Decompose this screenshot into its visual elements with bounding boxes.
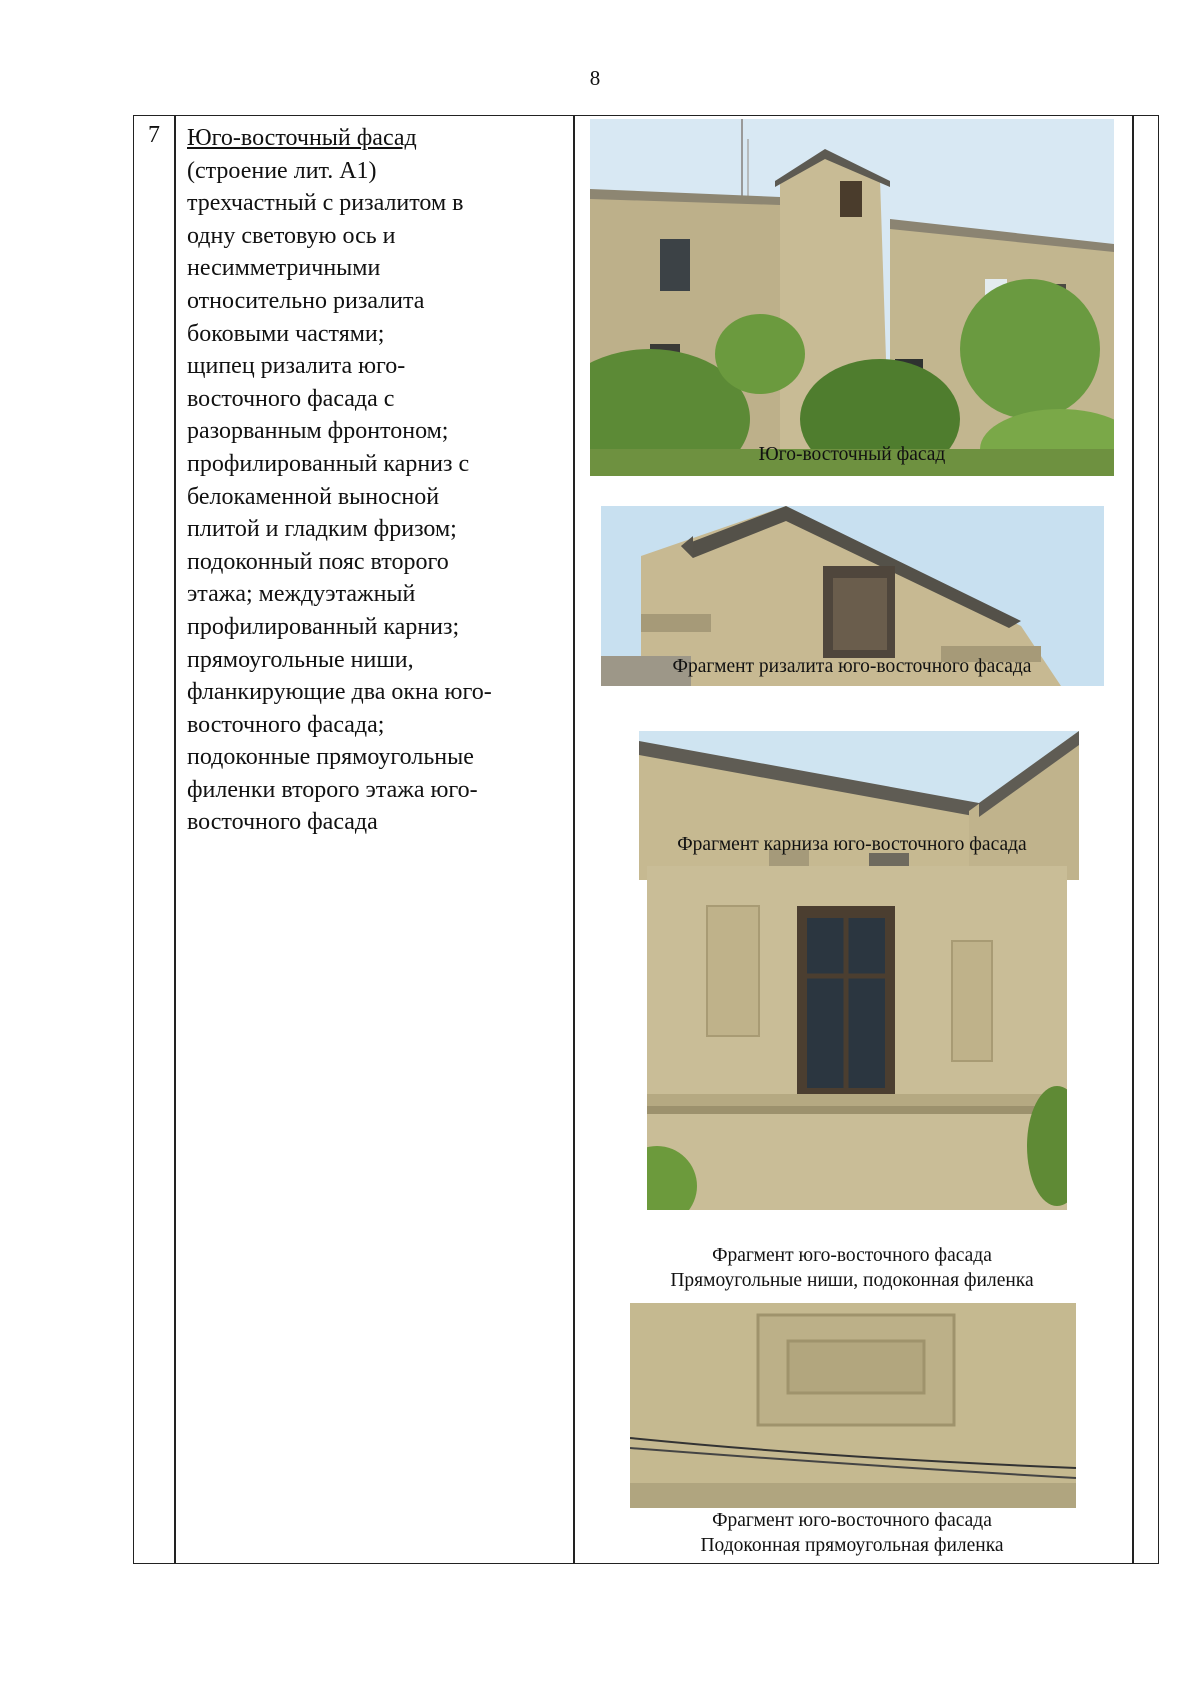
desc-line: разорванным фронтоном; — [187, 418, 449, 445]
photo-caption: Фрагмент карниза юго-восточного фасада — [677, 834, 1027, 855]
desc-line: восточного фасада — [187, 809, 378, 836]
desc-line: (строение лит. А1) — [187, 157, 377, 184]
photo-caption: Фрагмент юго-восточного фасада Подоконная прямоугольная филенка — [700, 1510, 1004, 1556]
column-divider — [174, 116, 176, 1563]
column-divider — [1132, 116, 1134, 1563]
row-number: 7 — [148, 122, 160, 148]
desc-line: восточного фасада; — [187, 711, 385, 738]
desc-line: профилированный карниз с — [187, 450, 470, 477]
desc-line: восточного фасада с — [187, 385, 395, 412]
cornice-photo — [639, 731, 1079, 880]
desc-line: белокаменной выносной — [187, 483, 440, 510]
panel-photo — [630, 1303, 1076, 1508]
desc-line: прямоугольные ниши, — [187, 646, 414, 673]
row-description — [187, 122, 567, 839]
section-heading: Юго-восточный фасад — [187, 125, 417, 151]
photo-caption: Фрагмент ризалита юго-восточного фасада — [672, 656, 1032, 677]
desc-line: боковыми частями; — [187, 320, 385, 347]
desc-line: этажа; междуэтажный — [187, 581, 416, 608]
facade-photo — [590, 119, 1114, 476]
photo-caption: Юго-восточный фасад — [758, 444, 946, 465]
desc-line: плитой и гладким фризом; — [187, 516, 457, 543]
niches-photo — [647, 866, 1067, 1210]
column-divider — [573, 116, 575, 1563]
desc-line: одну световую ось и — [187, 222, 396, 249]
desc-line: подоконный пояс второго — [187, 548, 449, 575]
desc-line: филенки второго этажа юго- — [187, 776, 478, 803]
desc-line: фланкирующие два окна юго- — [187, 679, 492, 706]
desc-line: щипец ризалита юго- — [187, 353, 406, 380]
desc-line: профилированный карниз; — [187, 613, 460, 640]
page-number: 8 — [589, 66, 601, 90]
desc-line: трехчастный с ризалитом в — [187, 190, 464, 217]
desc-line: относительно ризалита — [187, 287, 425, 314]
heritage-table — [133, 115, 1159, 1564]
photo-caption: Фрагмент юго-восточного фасада Прямоугольные ниши, подоконная филенка — [670, 1245, 1034, 1291]
desc-line: подоконные прямоугольные — [187, 744, 474, 771]
desc-line: несимметричными — [187, 255, 381, 282]
